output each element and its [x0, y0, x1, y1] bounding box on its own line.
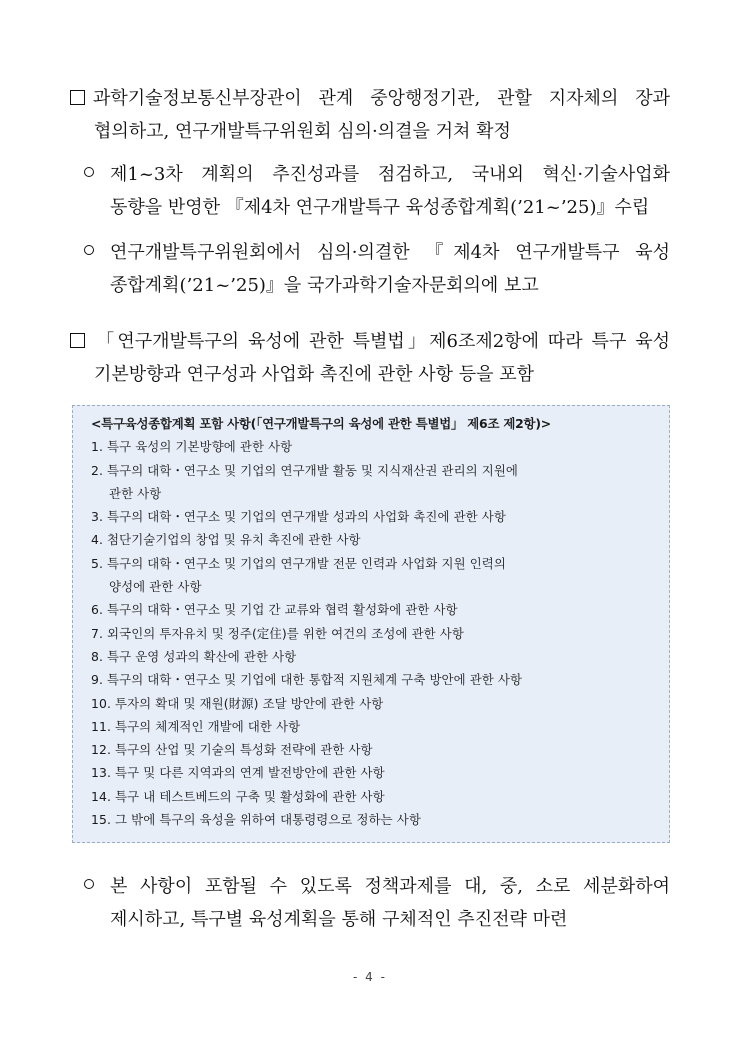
section-plan-establishment	[70, 158, 670, 224]
box-item: 12. 특구의 산업 및 기술의 특성화 전략에 관한 사항	[91, 742, 373, 758]
section-approval	[70, 82, 670, 148]
box-item: 7. 외국인의 투자유치 및 정주(定住)를 위한 여건의 조성에 관한 사항	[91, 625, 464, 641]
section-line: 연구개발특구위원회에서 심의·의결한 『제4차 연구개발특구 육성	[70, 236, 670, 269]
section-line: 제시하고, 특구별 육성계획을 통해 구체적인 추진전략 마련	[110, 909, 568, 930]
box-item: 15. 그 밖에 특구의 육성을 위하여 대통령령으로 정하는 사항	[91, 812, 421, 828]
section-line: 협의하고, 연구개발특구위원회 심의·의결을 거쳐 확정	[94, 121, 511, 142]
section-line: 종합계획(’21~’25)』을 국가과학기술자문회의에 보고	[110, 275, 539, 296]
box-item: 6. 특구의 대학・연구소 및 기업 간 교류와 협력 활성화에 관한 사항	[91, 602, 458, 618]
box-title: <특구육성종합계획 포함 사항(「연구개발특구의 육성에 관한 특별법」 제6조 제2항)>	[91, 416, 551, 431]
box-item: 양성에 관한 사항	[109, 579, 202, 595]
box-item: 4. 첨단기술기업의 창업 및 유치 촉진에 관한 사항	[91, 532, 361, 548]
box-item: 5. 특구의 대학・연구소 및 기업의 연구개발 전문 인력과 사업화 지원 인력의	[91, 555, 506, 571]
box-item: 8. 특구 운영 성과의 확산에 관한 사항	[91, 648, 297, 664]
section-line: 제1~3차 계획의 추진성과를 점검하고, 국내외 혁신·기술사업화	[70, 158, 670, 191]
box-item: 11. 특구의 체계적인 개발에 대한 사항	[91, 718, 301, 734]
box-item: 10. 투자의 확대 및 재원(財源) 조달 방안에 관한 사항	[91, 695, 384, 711]
box-item: 14. 특구 내 테스트베드의 구축 및 활성화에 관한 사항	[91, 788, 385, 804]
included-items-box	[72, 405, 670, 843]
box-item: 관한 사항	[109, 485, 162, 501]
section-line: 기본방향과 연구성과 사업화 촉진에 관한 사항 등을 포함	[94, 364, 534, 385]
box-item: 3. 특구의 대학・연구소 및 기업의 연구개발 성과의 사업화 촉진에 관한 사항	[91, 509, 506, 525]
section-closing	[70, 870, 670, 936]
circle-bullet-icon	[84, 167, 94, 177]
section-legal-basis	[70, 325, 670, 391]
section-line: 과학기술정보통신부장관이 관계 중앙행정기관, 관할 지자체의 장과	[70, 82, 670, 115]
box-item: 1. 특구 육성의 기본방향에 관한 사항	[91, 439, 293, 455]
circle-bullet-icon	[84, 245, 94, 255]
square-bullet-icon	[70, 90, 85, 105]
square-bullet-icon	[70, 333, 85, 348]
section-line: 본 사항이 포함될 수 있도록 정책과제를 대, 중, 소로 세분화하여	[70, 870, 670, 903]
section-line: 「연구개발특구의 육성에 관한 특별법」제6조제2항에 따라 특구 육성	[70, 325, 670, 358]
box-item: 9. 특구의 대학・연구소 및 기업에 대한 통합적 지원체계 구축 방안에 관한 사항	[91, 672, 523, 688]
circle-bullet-icon	[84, 879, 94, 889]
section-report	[70, 236, 670, 302]
section-line: 동향을 반영한 『제4차 연구개발특구 육성종합계획(’21~’25)』수립	[110, 197, 650, 218]
box-item: 13. 특구 및 다른 지역과의 연계 발전방안에 관한 사항	[91, 765, 385, 781]
page-number: - 4 -	[353, 970, 387, 984]
box-item: 2. 특구의 대학・연구소 및 기업의 연구개발 활동 및 지식재산권 관리의 지원에	[91, 462, 518, 478]
